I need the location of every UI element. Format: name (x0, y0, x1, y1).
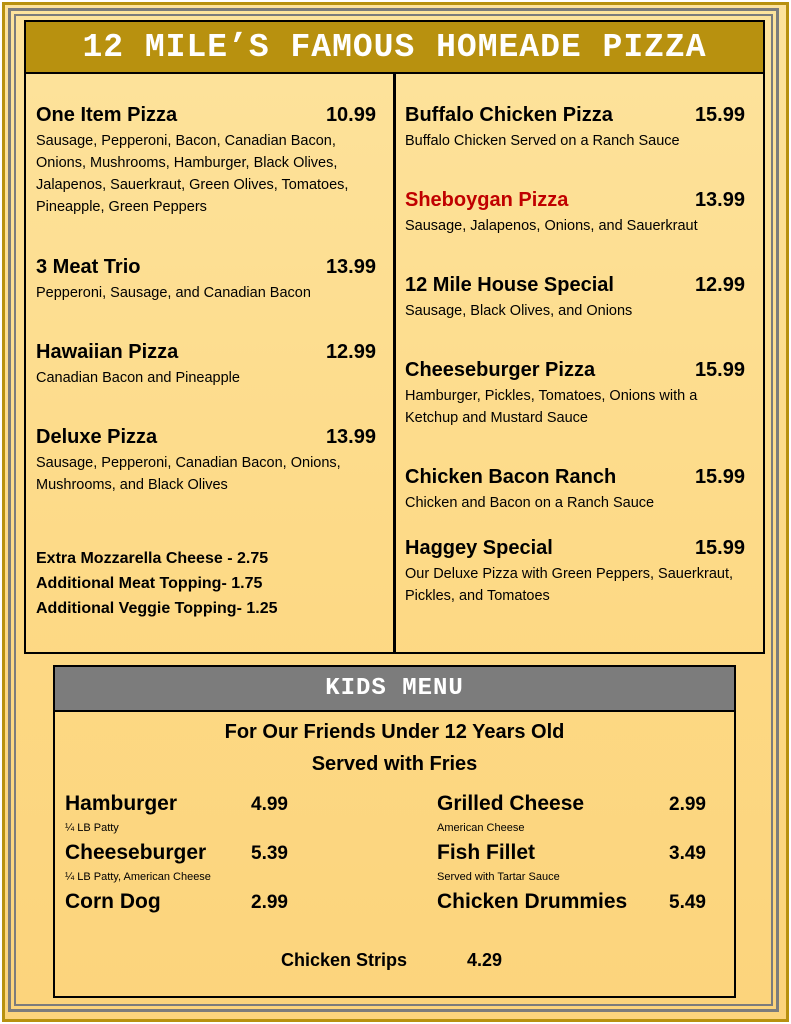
kids-menu-header (55, 667, 734, 712)
kids-item-price: 4.29 (467, 950, 503, 970)
pizza-description: Sausage, Jalapenos, Onions, and Sauerkraut (405, 218, 698, 234)
pizza-price: 12.99 (694, 274, 745, 296)
column-divider (393, 74, 396, 652)
kids-item-name: Fish Fillet (437, 841, 536, 864)
kids-item-name: Cheeseburger (65, 841, 207, 864)
pizza-description: Sausage, Pepperoni, Canadian Bacon, Onions, Mushrooms, and Black Olives (36, 455, 341, 493)
pizza-name: One Item Pizza (36, 104, 178, 126)
kids-item-name: Chicken Strips (281, 950, 408, 970)
pizza-item (36, 256, 376, 304)
pizza-price: 13.99 (325, 256, 376, 278)
kids-item-note: American Cheese (437, 822, 525, 834)
pizza-item (405, 537, 745, 607)
kids-item-note: ¼ LB Patty (65, 822, 119, 834)
pizza-description: Pepperoni, Sausage, and Canadian Bacon (36, 285, 311, 301)
kids-item-name: Grilled Cheese (437, 792, 585, 815)
pizza-description: Buffalo Chicken Served on a Ranch Sauce (405, 133, 680, 149)
pizza-price: 15.99 (694, 104, 745, 126)
pizza-name: 3 Meat Trio (36, 256, 141, 278)
pizza-price: 13.99 (325, 426, 376, 448)
pizza-name: 12 Mile House Special (405, 274, 614, 296)
pizza-description: Canadian Bacon and Pineapple (36, 370, 240, 386)
pizza-item (405, 189, 745, 237)
pizza-description: Hamburger, Pickles, Tomatoes, Onions with a Ketchup and Mustard Sauce (405, 388, 698, 426)
pizza-description: Sausage, Pepperoni, Bacon, Canadian Bacon, Onions, Mushrooms, Hamburger, Black Olives, Jalapenos, Sauerkraut, Green Olives, Tomatoes, Pineapple, Green Peppers (36, 133, 349, 215)
pizza-name: Cheeseburger Pizza (405, 359, 596, 381)
pizza-price: 15.99 (694, 537, 745, 559)
pizza-item (405, 104, 745, 152)
pizza-description: Sausage, Black Olives, and Onions (405, 303, 633, 319)
pizza-price: 10.99 (325, 104, 376, 126)
kids-item-price: 5.49 (669, 892, 706, 913)
pizza-description: Chicken and Bacon on a Ranch Sauce (405, 495, 655, 511)
kids-item-price: 3.49 (669, 843, 706, 864)
pizza-price: 12.99 (325, 341, 376, 363)
extra-item: Additional Meat Topping- 1.75 (36, 575, 263, 592)
pizza-item (36, 104, 376, 218)
pizza-menu-box (24, 74, 765, 654)
pizza-item (36, 341, 376, 389)
extras-list (36, 546, 278, 621)
pizza-name: Haggey Special (405, 537, 553, 559)
kids-item-price: 2.99 (251, 892, 288, 913)
kids-menu-box (53, 665, 736, 998)
pizza-name: Chicken Bacon Ranch (405, 466, 617, 488)
pizza-price: 15.99 (694, 359, 745, 381)
kids-item-name: Chicken Drummies (437, 890, 628, 913)
kids-item-price: 2.99 (669, 794, 706, 815)
pizza-name: Deluxe Pizza (36, 426, 158, 448)
pizza-description: Our Deluxe Pizza with Green Peppers, Sauerkraut, Pickles, and Tomatoes (405, 566, 734, 604)
pizza-price: 15.99 (694, 466, 745, 488)
kids-item-price: 4.99 (251, 794, 288, 815)
kids-item-note: Served with Tartar Sauce (437, 871, 560, 883)
kids-item-note: ¼ LB Patty, American Cheese (65, 871, 211, 883)
pizza-name: Hawaiian Pizza (36, 341, 179, 363)
kids-menu-title: KIDS MENU (325, 675, 464, 702)
pizza-price: 13.99 (694, 189, 745, 211)
kids-subtitle: Served with Fries (311, 753, 478, 775)
pizza-item (405, 466, 745, 514)
pizza-item (405, 274, 745, 322)
pizza-item (36, 426, 376, 496)
pizza-item (405, 359, 745, 429)
pizza-name: Buffalo Chicken Pizza (405, 104, 613, 126)
kids-item-price: 5.39 (251, 843, 288, 864)
kids-item-name: Hamburger (65, 792, 178, 815)
kids-item-name: Corn Dog (65, 890, 161, 913)
menu-title: 12 MILE’S FAMOUS HOMEADE PIZZA (82, 28, 707, 66)
kids-subtitle: For Our Friends Under 12 Years Old (224, 721, 565, 743)
title-banner (24, 20, 765, 74)
extra-item: Extra Mozzarella Cheese - 2.75 (36, 550, 269, 567)
extra-item: Additional Veggie Topping- 1.25 (36, 600, 278, 617)
pizza-name: Sheboygan Pizza (405, 189, 569, 211)
